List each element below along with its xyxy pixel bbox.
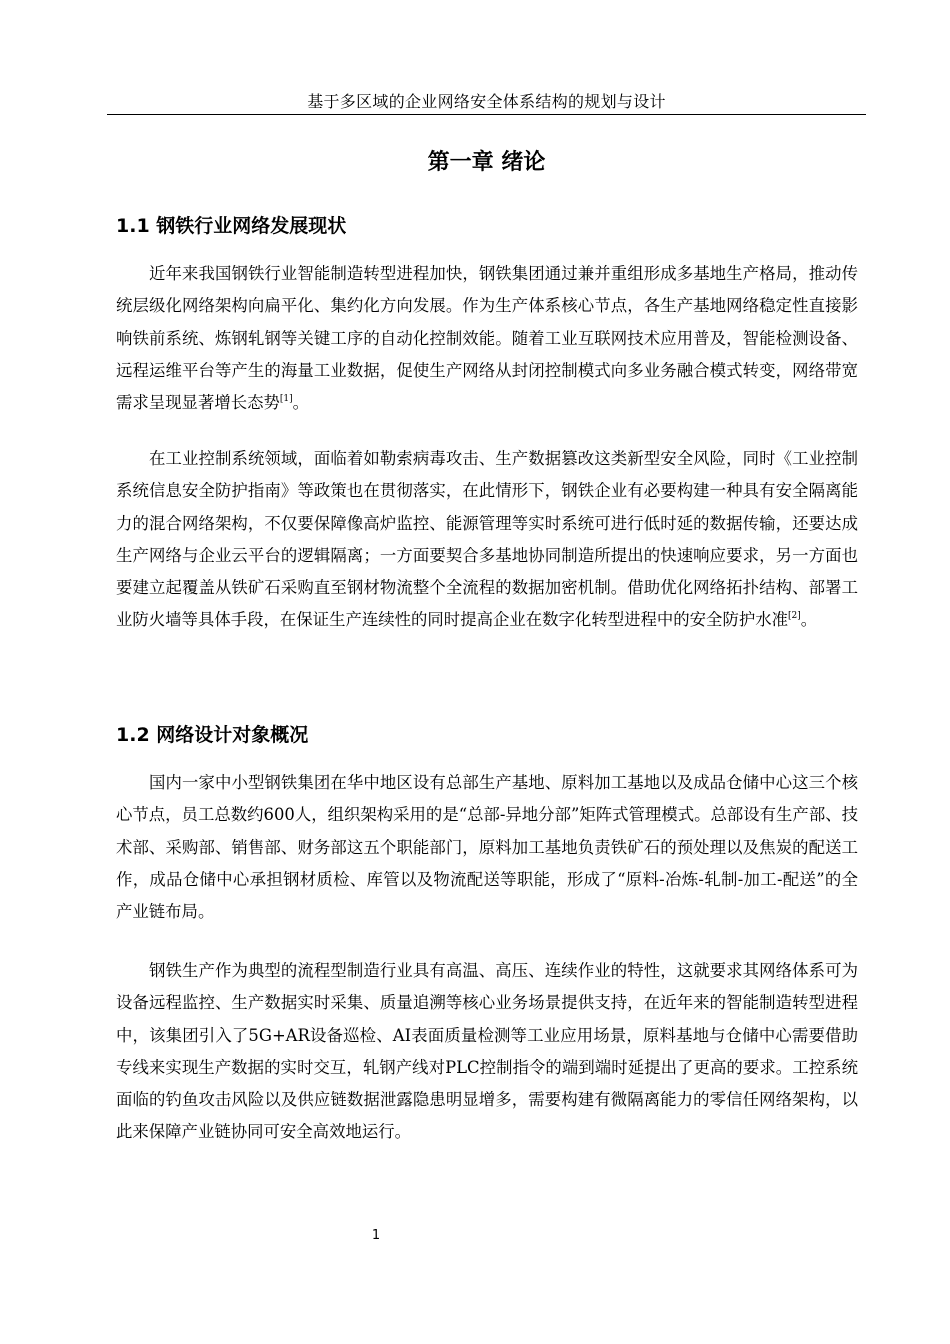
paragraph-end: 。	[800, 610, 818, 630]
paragraph	[116, 258, 858, 419]
header-rule	[107, 114, 866, 115]
paragraph-text: 近年来我国钢铁行业智能制造转型进程加快，钢铁集团通过兼并重组形成多基地生产格局，推动传统层级化网络架构向扁平化、集约化方向发展。作为生产体系核心节点，各生产基地网络稳定性直接影响铁前系统、炼钢轧钢等关键工序的自动化控制效能。随着工业互联网技术应用普及，智能检测设备、远程运维平台等产生的海量工业数据，促使生产网络从封闭控制模式向多业务融合模式转变，网络带宽需求呈现显著增长态势	[116, 264, 858, 413]
paragraph-end: 。	[292, 393, 310, 413]
running-header: 基于多区域的企业网络安全体系结构的规划与设计	[307, 92, 666, 111]
section-heading-1-2: 1.2 网络设计对象概况	[116, 724, 309, 746]
paragraph	[116, 767, 858, 928]
citation-1: [1]	[279, 394, 293, 405]
paragraph-text: 在工业控制系统领域，面临着如勒索病毒攻击、生产数据篡改这类新型安全风险，同时《工业控制系统信息安全防护指南》等政策也在贯彻落实，在此情形下，钢铁企业有必要构建一种具有安全隔离能力的混合网络架构，不仅要保障像高炉监控、能源管理等实时系统可进行低时延的数据传输，还要达成生产网络与企业云平台的逻辑隔离；一方面要契合多基地协同制造所提出的快速响应要求，另一方面也要建立起覆盖从铁矿石采购直至钢材物流整个全流程的数据加密机制。借助优化网络拓扑结构、部署工业防火墙等具体手段，在保证生产连续性的同时提高企业在数字化转型进程中的安全防护水准	[116, 449, 858, 630]
paragraph-text: 国内一家中小型钢铁集团在华中地区设有总部生产基地、原料加工基地以及成品仓储中心这三个核心节点，员工总数约600人，组织架构采用的是“总部-异地分部”矩阵式管理模式。总部设有生产部、技术部、采购部、销售部、财务部这五个职能部门，原料加工基地负责铁矿石的预处理以及焦炭的配送工作，成品仓储中心承担钢材质检、库管以及物流配送等职能，形成了“原料-冶炼-轧制-加工-配送”的全产业链布局。	[116, 773, 858, 922]
paragraph	[116, 955, 858, 1149]
section-heading-1-1: 1.1 钢铁行业网络发展现状	[116, 215, 347, 237]
chapter-title: 第一章 绪论	[427, 150, 546, 175]
paragraph	[116, 443, 858, 637]
citation-2: [2]	[788, 611, 801, 622]
paragraph-text: 钢铁生产作为典型的流程型制造行业具有高温、高压、连续作业的特性，这就要求其网络体系可为设备远程监控、生产数据实时采集、质量追溯等核心业务场景提供支持，在近年来的智能制造转型进程中，该集团引入了5G+AR设备巡检、AI表面质量检测等工业应用场景，原料基地与仓储中心需要借助专线来实现生产数据的实时交互，轧钢产线对PLC控制指令的端到端时延提出了更高的要求。工控系统面临的钓鱼攻击风险以及供应链数据泄露隐患明显增多，需要构建有微隔离能力的零信任网络架构，以此来保障产业链协同可安全高效地运行。	[116, 961, 858, 1142]
page-number: 1	[371, 1228, 381, 1243]
